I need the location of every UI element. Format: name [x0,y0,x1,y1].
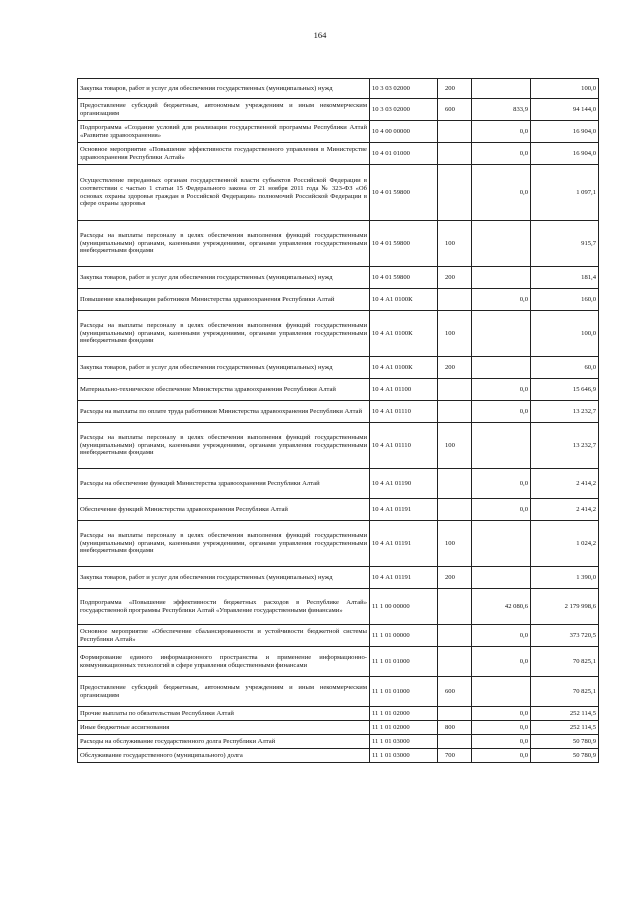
target-article-code: 10 4 А1 01191 [370,499,438,521]
expense-type-code: 700 [438,749,472,763]
expense-type-code [438,499,472,521]
amount-total: 100,0 [531,311,599,357]
amount-secondary [472,677,531,707]
target-article-code: 11 1 00 00000 [370,589,438,625]
target-article-code: 10 4 А1 01110 [370,423,438,469]
expense-type-code: 200 [438,357,472,379]
amount-secondary [472,521,531,567]
amount-secondary [472,423,531,469]
target-article-code: 10 4 01 59800 [370,267,438,289]
amount-secondary: 0,0 [472,735,531,749]
expense-type-code: 100 [438,221,472,267]
amount-secondary: 0,0 [472,749,531,763]
target-article-code: 11 1 01 03000 [370,749,438,763]
table-row [78,379,599,401]
table-row [78,79,599,99]
target-article-code: 10 4 А1 01191 [370,567,438,589]
amount-total: 94 144,0 [531,99,599,121]
table-row [78,165,599,221]
table-row [78,499,599,521]
item-name: Повышение квалификации работников Министерства здравоохранения Республики Алтай [78,289,370,311]
expense-type-code [438,469,472,499]
amount-total: 60,0 [531,357,599,379]
table-row [78,521,599,567]
item-name: Обслуживание государственного (муниципального) долга [78,749,370,763]
amount-total: 160,0 [531,289,599,311]
target-article-code: 11 1 01 01000 [370,677,438,707]
amount-total: 373 720,5 [531,625,599,647]
target-article-code: 11 1 01 02000 [370,707,438,721]
amount-secondary [472,311,531,357]
amount-total: 50 780,9 [531,735,599,749]
amount-secondary: 833,9 [472,99,531,121]
item-name: Иные бюджетные ассигнования [78,721,370,735]
amount-secondary: 0,0 [472,721,531,735]
item-name: Закупка товаров, работ и услуг для обеспечения государственных (муниципальных) нужд [78,567,370,589]
item-name: Закупка товаров, работ и услуг для обеспечения государственных (муниципальных) нужд [78,267,370,289]
item-name: Расходы на выплаты персоналу в целях обеспечения выполнения функций государственными (муниципальными) органами, казенными учреждениями, органами управления государственными внебюджетными фондами [78,423,370,469]
table-row [78,735,599,749]
amount-secondary: 42 080,6 [472,589,531,625]
amount-total: 1 390,0 [531,567,599,589]
target-article-code: 10 4 А1 01110 [370,401,438,423]
amount-total: 252 114,5 [531,721,599,735]
amount-secondary: 0,0 [472,121,531,143]
amount-secondary [472,357,531,379]
expense-type-code: 800 [438,721,472,735]
amount-total: 2 179 998,6 [531,589,599,625]
item-name: Материально-техническое обеспечение Министерства здравоохранения Республики Алтай [78,379,370,401]
table-row [78,99,599,121]
table-row [78,423,599,469]
amount-total: 252 114,5 [531,707,599,721]
item-name: Подпрограмма «Повышение эффективности бюджетных расходов в Республике Алтай» государственной программы Республики Алтай «Управление государственными финансами» [78,589,370,625]
target-article-code: 10 4 00 00000 [370,121,438,143]
target-article-code: 10 4 А1 0100К [370,289,438,311]
target-article-code: 10 4 А1 0100К [370,357,438,379]
amount-secondary: 0,0 [472,647,531,677]
amount-secondary: 0,0 [472,165,531,221]
amount-secondary [472,221,531,267]
expense-type-code [438,143,472,165]
expense-type-code [438,589,472,625]
item-name: Расходы на обслуживание государственного долга Республики Алтай [78,735,370,749]
expense-type-code [438,647,472,677]
amount-total: 15 646,9 [531,379,599,401]
expense-type-code: 200 [438,567,472,589]
amount-total: 1 097,1 [531,165,599,221]
target-article-code: 10 4 А1 01190 [370,469,438,499]
amount-secondary: 0,0 [472,289,531,311]
table-row [78,221,599,267]
target-article-code: 10 4 01 59800 [370,165,438,221]
amount-total: 100,0 [531,79,599,99]
expense-type-code [438,165,472,221]
amount-secondary: 0,0 [472,707,531,721]
item-name: Основное мероприятие «Повышение эффективности государственного управления в Министерстве здравоохранения Республики Алтай» [78,143,370,165]
table-row [78,707,599,721]
item-name: Закупка товаров, работ и услуг для обеспечения государственных (муниципальных) нужд [78,79,370,99]
amount-total: 16 904,0 [531,143,599,165]
expense-type-code [438,625,472,647]
amount-total: 181,4 [531,267,599,289]
table-row [78,401,599,423]
item-name: Основное мероприятие «Обеспечение сбалансированности и устойчивости бюджетной системы Республики Алтай» [78,625,370,647]
amount-total: 2 414,2 [531,499,599,521]
target-article-code: 10 4 А1 01191 [370,521,438,567]
amount-secondary [472,267,531,289]
amount-total: 13 232,7 [531,401,599,423]
expense-type-code [438,289,472,311]
target-article-code: 10 4 01 01000 [370,143,438,165]
page-number: 164 [313,30,327,40]
table-row [78,721,599,735]
item-name: Обеспечение функций Министерства здравоохранения Республики Алтай [78,499,370,521]
table-row [78,625,599,647]
amount-secondary [472,79,531,99]
item-name: Предоставление субсидий бюджетным, автономным учреждениям и иным некоммерческим организациям [78,99,370,121]
item-name: Закупка товаров, работ и услуг для обеспечения государственных (муниципальных) нужд [78,357,370,379]
expense-type-code: 200 [438,79,472,99]
expense-type-code [438,401,472,423]
item-name: Формирование единого информационного пространства и применение информационно-коммуникационных технологий в сфере управления общественными финансами [78,647,370,677]
table-row [78,749,599,763]
table-body [78,79,599,763]
expense-type-code [438,707,472,721]
table-row [78,647,599,677]
amount-secondary: 0,0 [472,469,531,499]
expense-type-code: 100 [438,423,472,469]
expense-type-code: 200 [438,267,472,289]
expense-type-code: 600 [438,99,472,121]
amount-total: 70 825,1 [531,647,599,677]
expense-type-code: 600 [438,677,472,707]
item-name: Предоставление субсидий бюджетным, автономным учреждениям и иным некоммерческим организациям [78,677,370,707]
target-article-code: 11 1 01 01000 [370,647,438,677]
amount-total: 50 780,9 [531,749,599,763]
amount-secondary: 0,0 [472,499,531,521]
amount-total: 13 232,7 [531,423,599,469]
item-name: Расходы на выплаты персоналу в целях обеспечения выполнения функций государственными (муниципальными) органами, казенными учреждениями, органами управления государственными внебюджетными фондами [78,521,370,567]
target-article-code: 10 4 А1 0100К [370,311,438,357]
table-row [78,677,599,707]
item-name: Прочие выплаты по обязательствам Республики Алтай [78,707,370,721]
table-row [78,357,599,379]
amount-secondary: 0,0 [472,625,531,647]
budget-table [77,78,599,763]
expense-type-code [438,121,472,143]
expense-type-code: 100 [438,311,472,357]
table-row [78,311,599,357]
amount-total: 1 024,2 [531,521,599,567]
amount-total: 2 414,2 [531,469,599,499]
expense-type-code: 100 [438,521,472,567]
amount-secondary: 0,0 [472,143,531,165]
amount-secondary: 0,0 [472,379,531,401]
table-row [78,289,599,311]
amount-secondary [472,567,531,589]
item-name: Осуществление переданных органам государственной власти субъектов Российской Федерации в соответствии с частью 1 статьи 15 Федерального закона от 21 ноября 2011 года № 323-ФЗ «Об основах охраны здоровья граждан в Российской Федерации» полномочий Российской Федерации в сфере охраны здоровья [78,165,370,221]
item-name: Расходы на обеспечение функций Министерства здравоохранения Республики Алтай [78,469,370,499]
table-row [78,589,599,625]
target-article-code: 10 3 03 02000 [370,79,438,99]
table-row [78,567,599,589]
item-name: Расходы на выплаты по оплате труда работников Министерства здравоохранения Республики Алтай [78,401,370,423]
table-row [78,267,599,289]
expense-type-code [438,379,472,401]
target-article-code: 10 4 А1 01100 [370,379,438,401]
amount-total: 70 825,1 [531,677,599,707]
item-name: Расходы на выплаты персоналу в целях обеспечения выполнения функций государственными (муниципальными) органами, казенными учреждениями, органами управления государственными внебюджетными фондами [78,221,370,267]
table-row [78,469,599,499]
amount-secondary: 0,0 [472,401,531,423]
table-row [78,121,599,143]
target-article-code: 10 4 01 59800 [370,221,438,267]
expense-type-code [438,735,472,749]
item-name: Подпрограмма «Создание условий для реализации государственной программы Республики Алтай «Развитие здравоохранения» [78,121,370,143]
target-article-code: 11 1 01 00000 [370,625,438,647]
item-name: Расходы на выплаты персоналу в целях обеспечения выполнения функций государственными (муниципальными) органами, казенными учреждениями, органами управления государственными внебюджетными фондами [78,311,370,357]
target-article-code: 11 1 01 02000 [370,721,438,735]
table-row [78,143,599,165]
target-article-code: 11 1 01 03000 [370,735,438,749]
target-article-code: 10 3 03 02000 [370,99,438,121]
amount-total: 16 904,0 [531,121,599,143]
amount-total: 915,7 [531,221,599,267]
